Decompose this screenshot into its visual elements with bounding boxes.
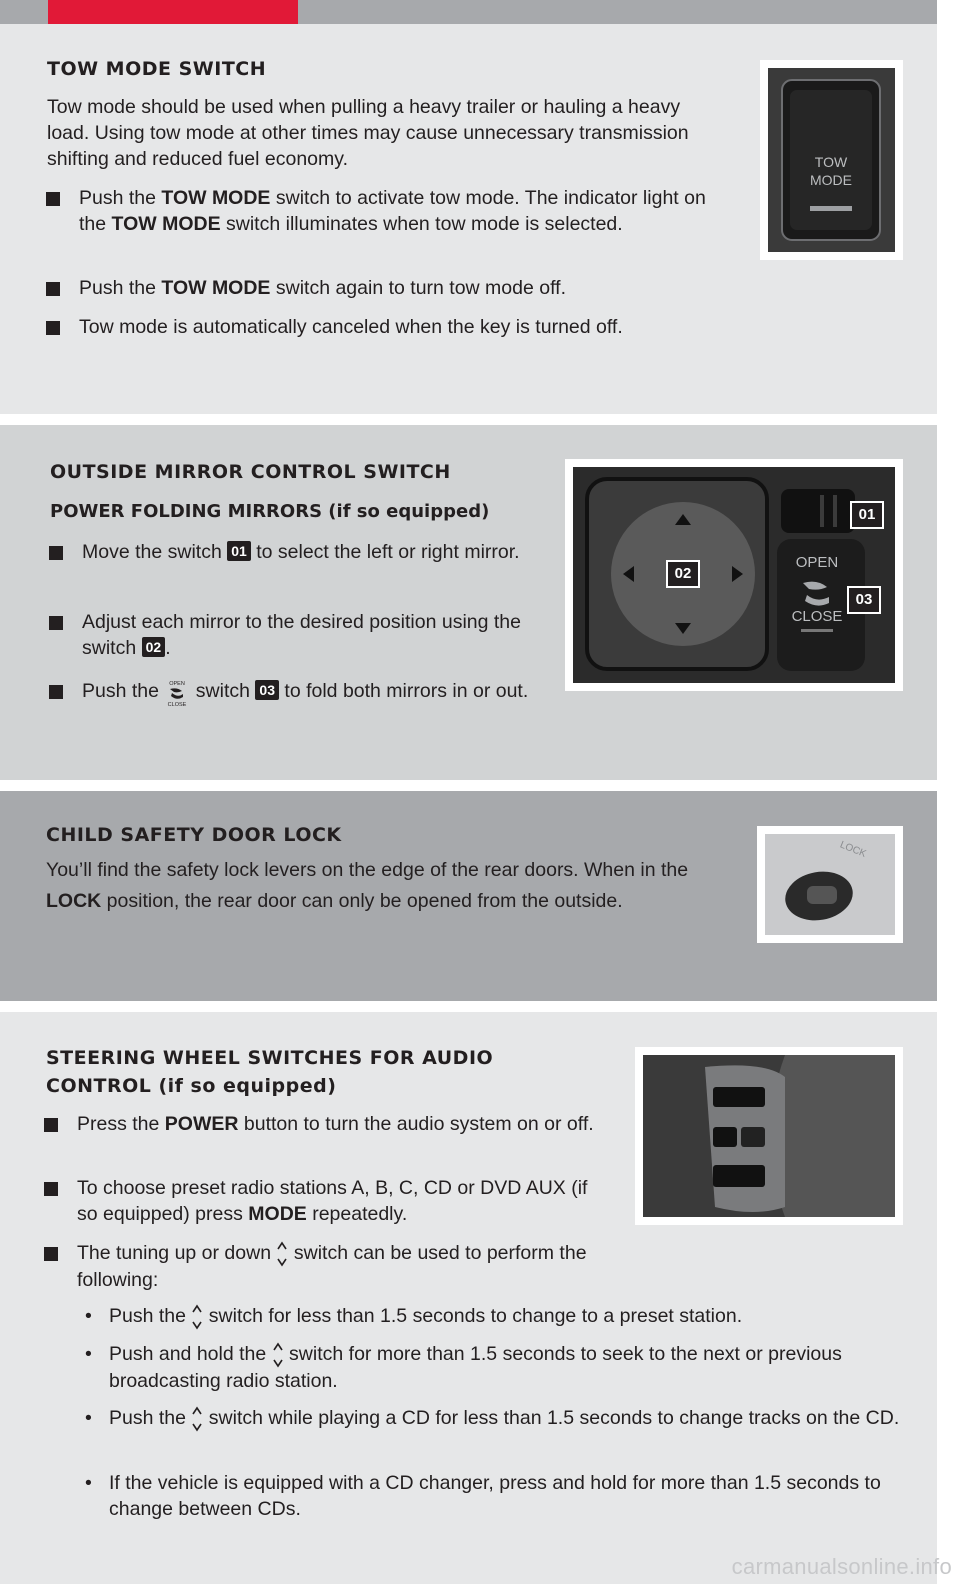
steering-heading-line1: STEERING WHEEL SWITCHES FOR AUDIO xyxy=(46,1047,494,1069)
child-safety-text: You’ll find the safety lock levers on the edge of the rear doors. When in the LOCK position, the rear door can only be opened from the outside. xyxy=(46,859,689,912)
tow-bullet-3: Tow mode is automatically canceled when the key is turned off. xyxy=(79,314,719,340)
svg-text:CLOSE: CLOSE xyxy=(168,702,187,707)
steering-subbullet-1: • Push the switch for less than 1.5 seconds to change to a preset station. xyxy=(109,1303,909,1330)
steering-bullet-3: The tuning up or down switch can be used to perform the following: xyxy=(77,1240,622,1293)
outside-mirror-section xyxy=(0,425,937,780)
tuning-updown-icon xyxy=(272,1342,284,1368)
steering-subbullet-3: • Push the switch while playing a CD for less than 1.5 seconds to change tracks on the CD. xyxy=(109,1405,909,1432)
steering-subbullet-4: • If the vehicle is equipped with a CD changer, press and hold for more than 1.5 seconds to change between CDs. xyxy=(109,1470,899,1522)
callout-tag-01: 01 xyxy=(227,541,251,561)
red-accent-tab xyxy=(48,0,298,24)
mirror-bullet-3: Push the OPEN CLOSE switch 03 to fold both mirrors in or out. xyxy=(82,678,532,707)
mirror-bullet-1: Move the switch 01 to select the left or right mirror. xyxy=(82,539,532,565)
tow-mode-intro: Tow mode should be used when pulling a heavy trailer or hauling a heavy load. Using tow mode at other times may cause unnecessary transmission shifting and reduced fuel economy. xyxy=(47,96,689,170)
tow-mode-switch-photo xyxy=(760,60,903,260)
mirror-heading: OUTSIDE MIRROR CONTROL SWITCH xyxy=(50,461,451,483)
tuning-updown-icon xyxy=(191,1304,203,1330)
mirror-bullet-2: Adjust each mirror to the desired position using the switch 02 . xyxy=(82,609,552,661)
photo-callout-02: 02 xyxy=(668,562,698,586)
callout-tag-02: 02 xyxy=(142,637,166,657)
tuning-updown-icon xyxy=(191,1406,203,1432)
child-safety-heading: CHILD SAFETY DOOR LOCK xyxy=(46,824,342,846)
steering-bullet-1: Press the POWER button to turn the audio system on or off. xyxy=(77,1111,607,1137)
svg-text:CLOSE: CLOSE xyxy=(791,608,843,625)
steering-heading-line2: CONTROL (if so equipped) xyxy=(46,1075,337,1097)
svg-text:LOCK: LOCK xyxy=(838,839,868,860)
mirror-switch-photo xyxy=(565,459,903,691)
top-color-bar xyxy=(0,0,937,24)
svg-text:TOW: TOW xyxy=(814,154,848,170)
tow-mode-heading: TOW MODE SWITCH xyxy=(47,58,267,80)
svg-text:MODE: MODE xyxy=(810,172,852,188)
svg-text:OPEN: OPEN xyxy=(795,554,839,571)
tuning-updown-icon xyxy=(276,1241,288,1267)
callout-tag-03: 03 xyxy=(255,680,279,700)
tow-bullet-1: Push the TOW MODE switch to activate tow mode. The indicator light on the TOW MODE switch illuminates when tow mode is selected. xyxy=(79,185,719,237)
mirror-subheading: POWER FOLDING MIRRORS (if so equipped) xyxy=(50,501,490,522)
photo-callout-03: 03 xyxy=(849,588,879,612)
steering-switch-photo xyxy=(635,1047,903,1225)
child-safety-section xyxy=(0,791,937,1001)
watermark-text: carmanualsonline.info xyxy=(731,1554,952,1579)
steering-audio-section xyxy=(0,1012,937,1584)
fold-mirror-icon xyxy=(164,679,190,707)
tow-mode-section xyxy=(0,24,937,414)
photo-callout-01: 01 xyxy=(852,503,882,527)
svg-text:OPEN: OPEN xyxy=(169,681,186,687)
steering-subbullet-2: • Push and hold the switch for more than 1.5 seconds to seek to the next or previous broadcasting radio station. xyxy=(109,1341,899,1394)
steering-bullet-2: To choose preset radio stations A, B, C, CD or DVD AUX (if so equipped) press MODE repeatedly. xyxy=(77,1175,607,1227)
tow-bullet-2: Push the TOW MODE switch again to turn tow mode off. xyxy=(79,275,719,301)
child-lock-photo xyxy=(757,826,903,943)
